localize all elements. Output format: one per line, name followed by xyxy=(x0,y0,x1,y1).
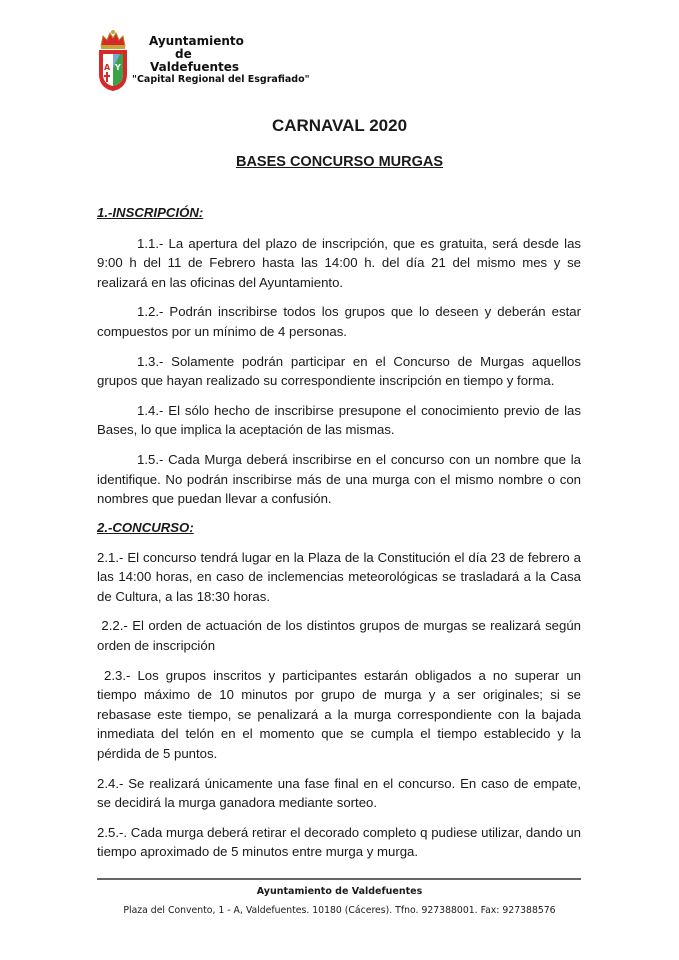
org-line-3: Valdefuentes xyxy=(150,60,240,74)
paragraph-1-4: 1.4.- El sólo hecho de inscribirse presupone el conocimiento previo de las Bases, lo que implica la aceptación de las mismas. xyxy=(97,402,581,438)
document-title: CARNAVAL 2020 xyxy=(271,116,408,135)
footer-divider xyxy=(97,878,581,880)
paragraph-2-3: 2.3.- Los grupos inscritos y participantes estarán obligados a no superar un tiempo máximo de 10 minutos por grupo de murga y a ser originales; si se rebasase este tiempo, se penalizará a la murga correspondiente con la bajada inmediata del telón en el momento que se cumpla el tiempo establecido y la pérdida de 5 puntos. xyxy=(97,667,585,761)
section-heading: 2.-CONCURSO: xyxy=(97,520,194,535)
footer-organization: Ayuntamiento de Valdefuentes xyxy=(256,886,423,897)
org-line-1: Ayuntamiento xyxy=(149,34,244,48)
section-2 xyxy=(97,518,585,862)
section-heading: 1.-INSCRIPCIÓN: xyxy=(97,205,204,220)
paragraph-1-5: 1.5.- Cada Murga deberá inscribirse en el concurso con un nombre que la identifique. No podrán inscribirse más de una murga con el mismo nombre o con nombres que puedan llevar a confusión. xyxy=(97,451,581,507)
section-1 xyxy=(97,203,581,509)
paragraph-2-1: 2.1.- El concurso tendrá lugar en la Plaza de la Constitución el día 23 de febrero a las 14:00 horas, en caso de inclemencias meteorológicas se trasladará a la Casa de Cultura, a las 18:30 horas. xyxy=(97,549,581,604)
org-tagline: "Capital Regional del Esgrafiado" xyxy=(132,74,310,85)
svg-text:A: A xyxy=(104,63,111,72)
paragraph-1-3: 1.3.- Solamente podrán participar en el Concurso de Murgas aquellos grupos que hayan realizado su correspondiente inscripción en tiempo y forma. xyxy=(97,353,581,389)
org-line-2: de xyxy=(175,47,192,61)
svg-text:Y: Y xyxy=(115,63,121,72)
paragraph-2-5: 2.5.-. Cada murga deberá retirar el decorado completo q pudiese utilizar, dando un tiempo aproximado de 5 minutos entre murga y murga. xyxy=(97,824,581,860)
paragraph-1-1: 1.1.- La apertura del plazo de inscripción, que es gratuita, será desde las 9:00 h del 11 de Febrero hasta las 14:00 h. del día 21 del mismo mes y se realizará en las oficinas del Ayuntamiento. xyxy=(97,235,581,290)
document-subtitle xyxy=(0,154,679,170)
footer-address: Plaza del Convento, 1 - A, Valdefuentes. 10180 (Cáceres). Tfno. 927388001. Fax: 927388576 xyxy=(123,905,556,916)
paragraph-2-2: 2.2.- El orden de actuación de los distintos grupos de murgas se realizará según orden de inscripción xyxy=(97,618,585,653)
letterhead xyxy=(96,28,310,94)
subtitle-text: BASES CONCURSO MURGAS xyxy=(235,154,444,170)
paragraph-1-2: 1.2.- Podrán inscribirse todos los grupos que lo deseen y deberán estar compuestos por un mínimo de 4 personas. xyxy=(97,304,581,339)
coat-of-arms-icon xyxy=(96,28,130,92)
paragraph-2-4: 2.4.- Se realizará únicamente una fase final en el concurso. En caso de empate, se decidirá la murga ganadora mediante sorteo. xyxy=(97,775,581,811)
